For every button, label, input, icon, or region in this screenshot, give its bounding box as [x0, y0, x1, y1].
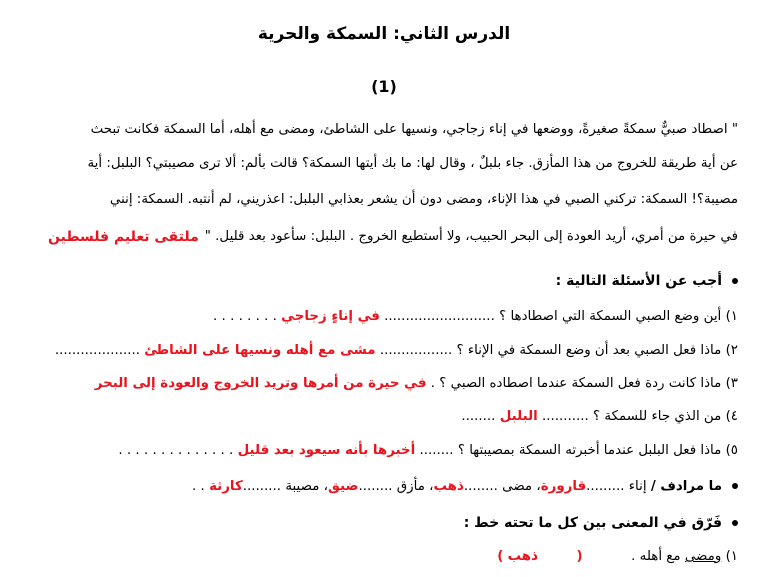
watermark-text: ملتقى تعليم فلسطين — [48, 229, 199, 245]
synonym-answer-2: ذهب — [433, 479, 464, 494]
difference-heading: فَرّق في المعنى بين كل ما تحته خط : — [464, 515, 738, 531]
bullet-icon — [732, 483, 738, 489]
answer-5: أخبرها بأنه سيعود بعد قليل — [237, 443, 416, 458]
synonym-answer-4: كارثة — [209, 479, 243, 494]
answer-4: البلبل — [499, 409, 538, 424]
question-5: ٥) ماذا فعل البلبل عندما أخبرته السمكة بمصيبتها ؟ ........ أخبرها بأنه سيعود بعد قليل . . . . . . . . . . . . . . — [118, 443, 738, 458]
paragraph-line-1: " اصطاد صبيٌّ سمكةً صغيرةً، ووضعها في إناء زجاجي، ونسيها على الشاطئ، ومضى مع أهله، أما السمكة فكانت تبحث — [90, 122, 738, 137]
question-2: ٢) ماذا فعل الصبي بعد أن وضع السمكة في الإناء ؟ ................. مشى مع أهله ونسيها على الشاطئ .................... — [54, 343, 738, 358]
synonyms-row: ما مرادف / إناء .........قارورة، مضى ........ذهب، مأزق ........ضيق، مصيبة .........كارثة . . — [192, 479, 738, 494]
difference-item-1: ١) ومضى مع أهله . ( ذهب ) — [497, 549, 738, 564]
questions-heading: أجب عن الأسئلة التالية : — [556, 273, 738, 289]
paragraph-line-3: مصيبة؟! السمكة: تركني الصبي في هذا الإناء، ومضى دون أن يشعر بعذابي البلبل: اعذريني، لم أنتبه. السمكة: إنني — [109, 192, 738, 207]
bullet-icon — [732, 520, 738, 526]
answer-1: في إناءٍ زجاجي — [281, 309, 380, 324]
paragraph-line-4: في حيرة من أمري، أريد العودة إلى البحر الحبيب، ولا أستطيع الخروج . البلبل: سأعود بعد قليل. " — [204, 229, 738, 244]
answer-2: مشى مع أهله ونسيها على الشاطئ — [144, 343, 376, 358]
question-1: ١) أين وضع الصبي السمكة التي اصطادها ؟ .......................... في إناءٍ زجاجي . . . . . . . . — [213, 309, 738, 324]
lesson-title: الدرس الثاني: السمكة والحرية — [257, 24, 511, 44]
difference-answer: ذهب — [507, 549, 538, 564]
answer-3: في حيرة من أمرها وتريد الخروج والعودة إلى البحر — [94, 376, 427, 391]
question-4: ٤) من الذي جاء للسمكة ؟ ........... البلبل ........ — [461, 409, 738, 424]
synonym-answer-3: ضيق — [327, 479, 359, 494]
synonym-answer-1: قارورة — [540, 479, 587, 494]
lesson-number: (1) — [371, 77, 397, 96]
question-3: ٣) ماذا كانت ردة فعل السمكة عندما اصطاده الصبي ؟ . في حيرة من أمرها وتريد الخروج والعودة إلى البحر — [94, 376, 738, 391]
paragraph-line-2: عن أية طريقة للخروج من هذا المأزق. جاء بلبلٌ ، وقال لها: ما بك أيتها السمكة؟ قالت بألم: ألا ترى مصيبتي؟ البلبل: أية — [87, 156, 738, 171]
underlined-word: ومضى — [684, 549, 722, 564]
bullet-icon — [732, 278, 738, 284]
